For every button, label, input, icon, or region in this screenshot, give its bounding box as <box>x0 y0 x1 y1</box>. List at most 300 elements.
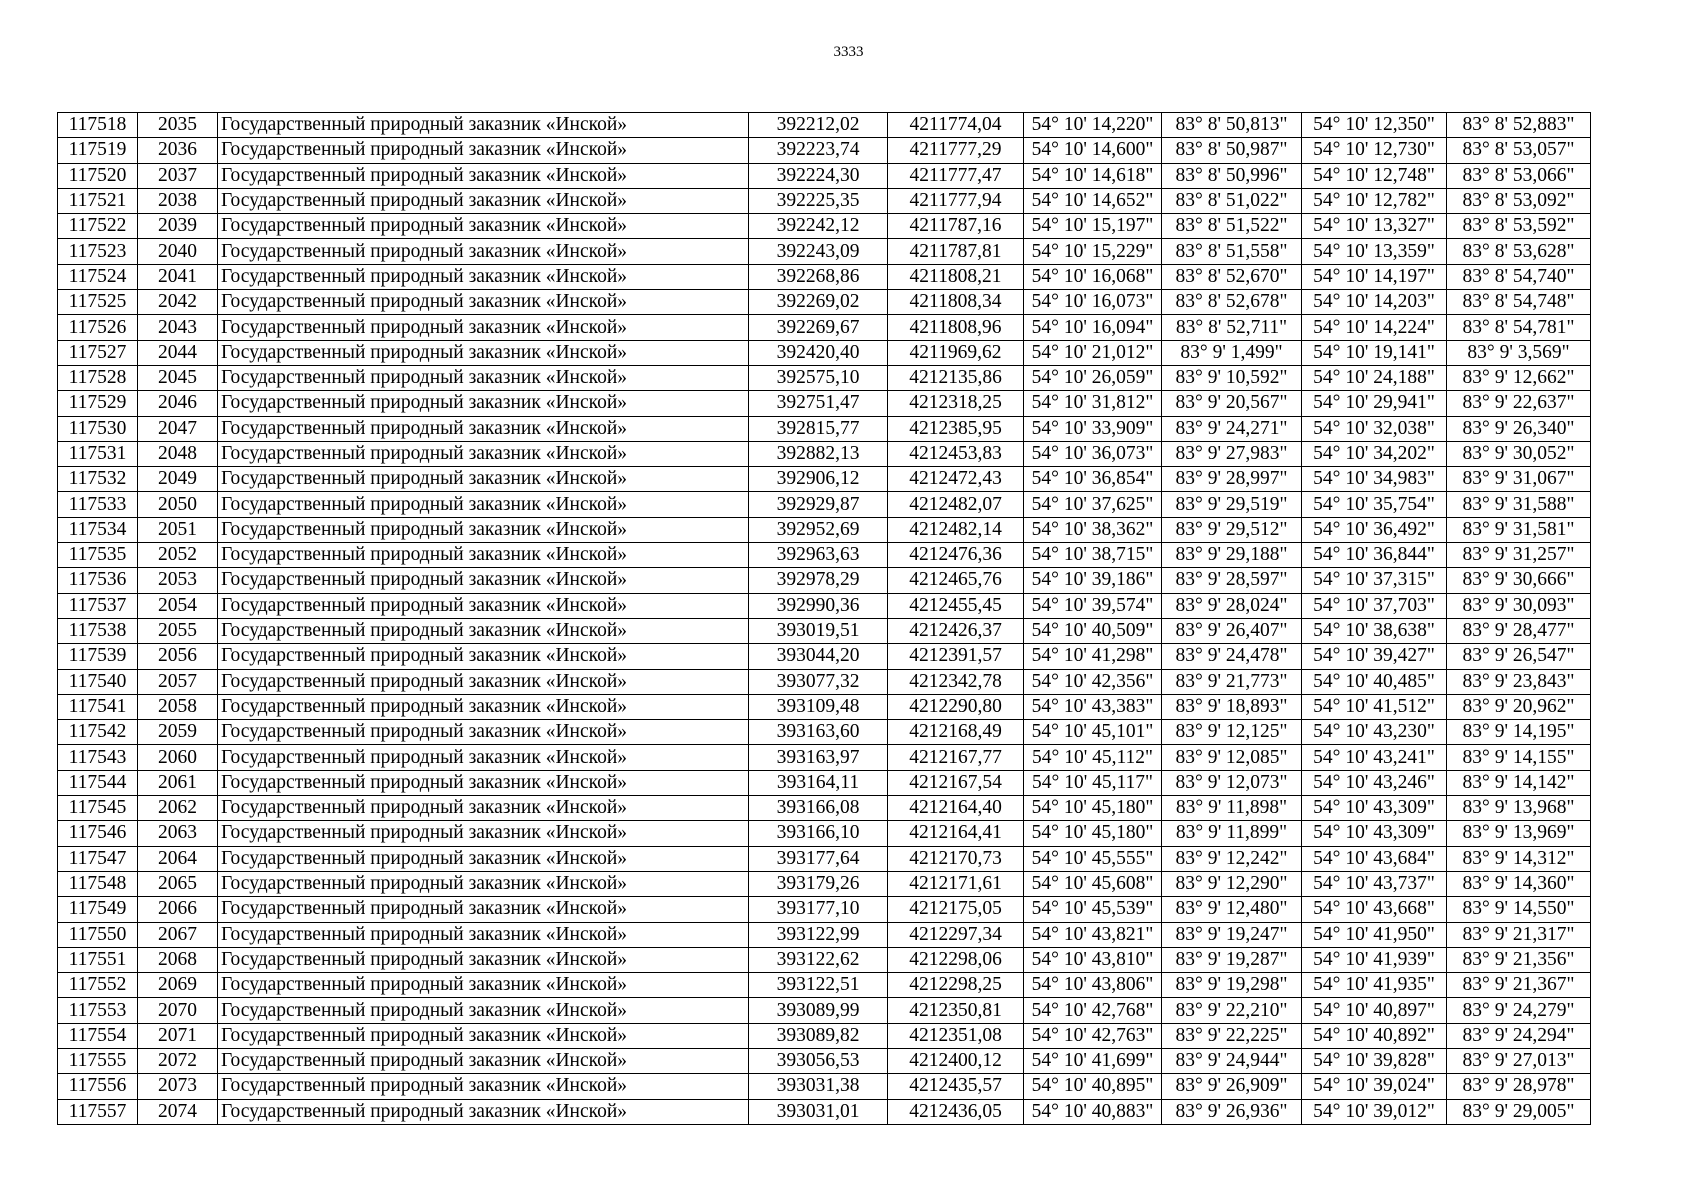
cell-coord-y: 4212168,49 <box>888 720 1024 745</box>
cell-coord-y: 4212455,45 <box>888 593 1024 618</box>
cell-lat-2: 54° 10' 43,737" <box>1302 871 1447 896</box>
cell-lat-2: 54° 10' 43,684" <box>1302 846 1447 871</box>
cell-lon-2: 83° 9' 20,962" <box>1447 694 1591 719</box>
table-row <box>58 871 1591 896</box>
cell-lat-1: 54° 10' 40,883" <box>1024 1099 1162 1124</box>
table-row <box>58 1099 1591 1124</box>
table-row <box>58 441 1591 466</box>
cell-coord-y: 4212164,41 <box>888 821 1024 846</box>
cell-lon-2: 83° 9' 29,005" <box>1447 1099 1591 1124</box>
cell-lon-1: 83° 9' 29,512" <box>1162 517 1302 542</box>
cell-lat-2: 54° 10' 14,203" <box>1302 290 1447 315</box>
cell-coord-y: 4212298,06 <box>888 947 1024 972</box>
cell-lon-1: 83° 9' 26,407" <box>1162 618 1302 643</box>
cell-lat-2: 54° 10' 39,024" <box>1302 1074 1447 1099</box>
cell-point-id: 117521 <box>58 188 138 213</box>
cell-coord-x: 393122,51 <box>749 973 888 998</box>
cell-coord-y: 4211777,94 <box>888 188 1024 213</box>
cell-lat-1: 54° 10' 38,715" <box>1024 543 1162 568</box>
cell-point-id: 117550 <box>58 922 138 947</box>
cell-area-name: Государственный природный заказник «Инской» <box>218 290 749 315</box>
cell-lat-1: 54° 10' 14,652" <box>1024 188 1162 213</box>
cell-point-number: 2061 <box>138 770 218 795</box>
cell-coord-y: 4211777,47 <box>888 163 1024 188</box>
cell-coord-x: 392990,36 <box>749 593 888 618</box>
cell-point-number: 2064 <box>138 846 218 871</box>
cell-lat-2: 54° 10' 39,828" <box>1302 1048 1447 1073</box>
cell-coord-x: 392815,77 <box>749 416 888 441</box>
table-row <box>58 492 1591 517</box>
cell-area-name: Государственный природный заказник «Инской» <box>218 492 749 517</box>
cell-lat-2: 54° 10' 43,230" <box>1302 720 1447 745</box>
cell-lon-2: 83° 9' 30,052" <box>1447 441 1591 466</box>
cell-area-name: Государственный природный заказник «Инской» <box>218 1099 749 1124</box>
cell-lat-2: 54° 10' 41,935" <box>1302 973 1447 998</box>
cell-point-number: 2040 <box>138 239 218 264</box>
cell-lon-2: 83° 9' 26,340" <box>1447 416 1591 441</box>
table-row <box>58 416 1591 441</box>
cell-coord-y: 4211774,04 <box>888 113 1024 138</box>
table-row <box>58 290 1591 315</box>
table-row <box>58 745 1591 770</box>
cell-lon-2: 83° 9' 14,195" <box>1447 720 1591 745</box>
cell-point-number: 2037 <box>138 163 218 188</box>
cell-coord-x: 392269,67 <box>749 315 888 340</box>
table-row <box>58 239 1591 264</box>
cell-lat-1: 54° 10' 43,821" <box>1024 922 1162 947</box>
cell-coord-x: 393077,32 <box>749 669 888 694</box>
cell-lon-1: 83° 9' 19,298" <box>1162 973 1302 998</box>
cell-point-id: 117531 <box>58 441 138 466</box>
cell-point-id: 117520 <box>58 163 138 188</box>
cell-lat-1: 54° 10' 39,574" <box>1024 593 1162 618</box>
cell-lon-1: 83° 9' 12,085" <box>1162 745 1302 770</box>
table-row <box>58 694 1591 719</box>
cell-lat-1: 54° 10' 43,806" <box>1024 973 1162 998</box>
cell-lat-1: 54° 10' 45,555" <box>1024 846 1162 871</box>
cell-coord-y: 4211808,21 <box>888 264 1024 289</box>
cell-lon-2: 83° 9' 14,360" <box>1447 871 1591 896</box>
cell-point-id: 117555 <box>58 1048 138 1073</box>
cell-lat-2: 54° 10' 32,038" <box>1302 416 1447 441</box>
cell-lon-2: 83° 9' 14,142" <box>1447 770 1591 795</box>
table-row <box>58 947 1591 972</box>
cell-lon-2: 83° 9' 14,312" <box>1447 846 1591 871</box>
cell-coord-y: 4212135,86 <box>888 365 1024 390</box>
cell-coord-y: 4212164,40 <box>888 796 1024 821</box>
cell-lat-2: 54° 10' 37,703" <box>1302 593 1447 618</box>
cell-lon-1: 83° 9' 19,287" <box>1162 947 1302 972</box>
cell-lon-1: 83° 9' 29,188" <box>1162 543 1302 568</box>
coordinates-table <box>57 112 1591 1125</box>
cell-coord-x: 393089,99 <box>749 998 888 1023</box>
cell-coord-x: 392223,74 <box>749 138 888 163</box>
cell-lat-2: 54° 10' 38,638" <box>1302 618 1447 643</box>
cell-coord-y: 4212318,25 <box>888 391 1024 416</box>
cell-lat-2: 54° 10' 13,359" <box>1302 239 1447 264</box>
cell-lon-2: 83° 8' 53,066" <box>1447 163 1591 188</box>
cell-coord-x: 393177,10 <box>749 897 888 922</box>
cell-coord-x: 393044,20 <box>749 644 888 669</box>
table-row <box>58 188 1591 213</box>
cell-area-name: Государственный природный заказник «Инской» <box>218 188 749 213</box>
cell-point-id: 117525 <box>58 290 138 315</box>
cell-lat-1: 54° 10' 36,073" <box>1024 441 1162 466</box>
cell-point-number: 2052 <box>138 543 218 568</box>
cell-area-name: Государственный природный заказник «Инской» <box>218 846 749 871</box>
cell-point-number: 2042 <box>138 290 218 315</box>
cell-lat-2: 54° 10' 29,941" <box>1302 391 1447 416</box>
cell-coord-x: 392929,87 <box>749 492 888 517</box>
cell-point-id: 117553 <box>58 998 138 1023</box>
cell-lat-1: 54° 10' 37,625" <box>1024 492 1162 517</box>
cell-coord-x: 393122,62 <box>749 947 888 972</box>
cell-lat-2: 54° 10' 40,897" <box>1302 998 1447 1023</box>
cell-area-name: Государственный природный заказник «Инской» <box>218 644 749 669</box>
cell-point-number: 2067 <box>138 922 218 947</box>
cell-area-name: Государственный природный заказник «Инской» <box>218 973 749 998</box>
cell-coord-x: 393179,26 <box>749 871 888 896</box>
cell-area-name: Государственный природный заказник «Инской» <box>218 340 749 365</box>
table-row <box>58 796 1591 821</box>
cell-point-id: 117557 <box>58 1099 138 1124</box>
cell-point-number: 2039 <box>138 214 218 239</box>
cell-area-name: Государственный природный заказник «Инской» <box>218 416 749 441</box>
cell-lon-2: 83° 9' 24,294" <box>1447 1023 1591 1048</box>
cell-area-name: Государственный природный заказник «Инской» <box>218 720 749 745</box>
cell-lon-1: 83° 9' 24,944" <box>1162 1048 1302 1073</box>
cell-lon-1: 83° 9' 18,893" <box>1162 694 1302 719</box>
cell-area-name: Государственный природный заказник «Инской» <box>218 239 749 264</box>
cell-point-number: 2074 <box>138 1099 218 1124</box>
cell-lat-2: 54° 10' 12,748" <box>1302 163 1447 188</box>
cell-lat-1: 54° 10' 45,180" <box>1024 796 1162 821</box>
table-row <box>58 644 1591 669</box>
cell-point-id: 117523 <box>58 239 138 264</box>
cell-area-name: Государственный природный заказник «Инской» <box>218 1023 749 1048</box>
cell-area-name: Государственный природный заказник «Инской» <box>218 871 749 896</box>
cell-area-name: Государственный природный заказник «Инской» <box>218 467 749 492</box>
cell-point-id: 117535 <box>58 543 138 568</box>
cell-point-id: 117538 <box>58 618 138 643</box>
cell-point-id: 117528 <box>58 365 138 390</box>
cell-lon-2: 83° 9' 13,968" <box>1447 796 1591 821</box>
cell-point-number: 2036 <box>138 138 218 163</box>
cell-point-number: 2060 <box>138 745 218 770</box>
cell-lat-1: 54° 10' 16,073" <box>1024 290 1162 315</box>
cell-point-number: 2038 <box>138 188 218 213</box>
cell-coord-y: 4212385,95 <box>888 416 1024 441</box>
cell-lat-1: 54° 10' 26,059" <box>1024 365 1162 390</box>
cell-lon-2: 83° 9' 28,477" <box>1447 618 1591 643</box>
cell-lat-1: 54° 10' 39,186" <box>1024 568 1162 593</box>
cell-lon-2: 83° 8' 52,883" <box>1447 113 1591 138</box>
cell-point-id: 117534 <box>58 517 138 542</box>
cell-point-number: 2044 <box>138 340 218 365</box>
cell-lat-1: 54° 10' 42,356" <box>1024 669 1162 694</box>
cell-coord-x: 392225,35 <box>749 188 888 213</box>
cell-lon-2: 83° 9' 22,637" <box>1447 391 1591 416</box>
cell-point-id: 117519 <box>58 138 138 163</box>
cell-coord-y: 4212351,08 <box>888 1023 1024 1048</box>
cell-lat-1: 54° 10' 14,600" <box>1024 138 1162 163</box>
cell-lat-1: 54° 10' 40,509" <box>1024 618 1162 643</box>
cell-area-name: Государственный природный заказник «Инской» <box>218 618 749 643</box>
table-row <box>58 214 1591 239</box>
cell-lon-1: 83° 9' 26,936" <box>1162 1099 1302 1124</box>
cell-coord-x: 392269,02 <box>749 290 888 315</box>
cell-coord-x: 393019,51 <box>749 618 888 643</box>
cell-lat-2: 54° 10' 43,309" <box>1302 821 1447 846</box>
table-row <box>58 264 1591 289</box>
cell-lon-1: 83° 8' 52,670" <box>1162 264 1302 289</box>
cell-coord-x: 393164,11 <box>749 770 888 795</box>
cell-point-number: 2062 <box>138 796 218 821</box>
cell-point-number: 2065 <box>138 871 218 896</box>
table-row <box>58 138 1591 163</box>
cell-coord-x: 392882,13 <box>749 441 888 466</box>
cell-lat-2: 54° 10' 35,754" <box>1302 492 1447 517</box>
cell-point-number: 2041 <box>138 264 218 289</box>
cell-coord-y: 4212350,81 <box>888 998 1024 1023</box>
cell-lon-2: 83° 9' 12,662" <box>1447 365 1591 390</box>
cell-lat-2: 54° 10' 39,427" <box>1302 644 1447 669</box>
cell-lon-2: 83° 9' 13,969" <box>1447 821 1591 846</box>
cell-point-id: 117547 <box>58 846 138 871</box>
cell-lon-1: 83° 9' 24,271" <box>1162 416 1302 441</box>
cell-lon-2: 83° 9' 31,581" <box>1447 517 1591 542</box>
cell-point-number: 2053 <box>138 568 218 593</box>
cell-point-number: 2057 <box>138 669 218 694</box>
cell-coord-y: 4212465,76 <box>888 568 1024 593</box>
cell-point-number: 2069 <box>138 973 218 998</box>
table-row <box>58 897 1591 922</box>
cell-coord-y: 4212170,73 <box>888 846 1024 871</box>
table-row <box>58 973 1591 998</box>
cell-coord-y: 4212391,57 <box>888 644 1024 669</box>
cell-lon-2: 83° 9' 3,569" <box>1447 340 1591 365</box>
cell-area-name: Государственный природный заказник «Инской» <box>218 113 749 138</box>
cell-lat-2: 54° 10' 43,246" <box>1302 770 1447 795</box>
cell-coord-y: 4212167,54 <box>888 770 1024 795</box>
cell-lat-1: 54° 10' 45,608" <box>1024 871 1162 896</box>
cell-coord-y: 4212453,83 <box>888 441 1024 466</box>
cell-lon-2: 83° 9' 30,666" <box>1447 568 1591 593</box>
cell-lat-2: 54° 10' 34,983" <box>1302 467 1447 492</box>
cell-point-id: 117527 <box>58 340 138 365</box>
cell-coord-y: 4211808,96 <box>888 315 1024 340</box>
cell-area-name: Государственный природный заказник «Инской» <box>218 1048 749 1073</box>
cell-lat-1: 54° 10' 45,117" <box>1024 770 1162 795</box>
cell-lat-1: 54° 10' 42,763" <box>1024 1023 1162 1048</box>
cell-area-name: Государственный природный заказник «Инской» <box>218 568 749 593</box>
cell-lon-1: 83° 9' 28,024" <box>1162 593 1302 618</box>
cell-coord-x: 393056,53 <box>749 1048 888 1073</box>
cell-lon-2: 83° 9' 14,155" <box>1447 745 1591 770</box>
cell-lat-1: 54° 10' 45,180" <box>1024 821 1162 846</box>
cell-coord-y: 4212482,14 <box>888 517 1024 542</box>
table-row <box>58 618 1591 643</box>
cell-coord-x: 392268,86 <box>749 264 888 289</box>
cell-lat-2: 54° 10' 13,327" <box>1302 214 1447 239</box>
cell-area-name: Государственный природный заказник «Инской» <box>218 441 749 466</box>
cell-lon-1: 83° 9' 22,210" <box>1162 998 1302 1023</box>
cell-coord-x: 393166,08 <box>749 796 888 821</box>
cell-point-id: 117541 <box>58 694 138 719</box>
cell-area-name: Государственный природный заказник «Инской» <box>218 821 749 846</box>
cell-point-number: 2051 <box>138 517 218 542</box>
page-number: 3333 <box>833 44 864 60</box>
cell-lat-2: 54° 10' 37,315" <box>1302 568 1447 593</box>
cell-lon-1: 83° 9' 10,592" <box>1162 365 1302 390</box>
cell-coord-x: 392952,69 <box>749 517 888 542</box>
cell-lon-2: 83° 8' 53,628" <box>1447 239 1591 264</box>
cell-coord-y: 4212298,25 <box>888 973 1024 998</box>
cell-point-id: 117518 <box>58 113 138 138</box>
cell-coord-x: 392224,30 <box>749 163 888 188</box>
cell-point-id: 117554 <box>58 1023 138 1048</box>
cell-area-name: Государственный природный заказник «Инской» <box>218 214 749 239</box>
cell-lon-2: 83° 9' 21,367" <box>1447 973 1591 998</box>
table-row <box>58 543 1591 568</box>
cell-lon-1: 83° 9' 11,898" <box>1162 796 1302 821</box>
cell-lon-2: 83° 8' 53,092" <box>1447 188 1591 213</box>
cell-point-number: 2049 <box>138 467 218 492</box>
cell-lon-2: 83° 9' 24,279" <box>1447 998 1591 1023</box>
cell-lat-2: 54° 10' 41,939" <box>1302 947 1447 972</box>
cell-lat-1: 54° 10' 33,909" <box>1024 416 1162 441</box>
cell-coord-x: 392242,12 <box>749 214 888 239</box>
cell-lon-2: 83° 9' 21,317" <box>1447 922 1591 947</box>
cell-lon-1: 83° 9' 19,247" <box>1162 922 1302 947</box>
cell-point-id: 117556 <box>58 1074 138 1099</box>
cell-point-number: 2054 <box>138 593 218 618</box>
cell-point-id: 117540 <box>58 669 138 694</box>
cell-coord-x: 392243,09 <box>749 239 888 264</box>
cell-point-id: 117542 <box>58 720 138 745</box>
cell-lon-2: 83° 9' 21,356" <box>1447 947 1591 972</box>
cell-lon-1: 83° 9' 12,125" <box>1162 720 1302 745</box>
cell-point-number: 2070 <box>138 998 218 1023</box>
cell-point-id: 117539 <box>58 644 138 669</box>
cell-lon-1: 83° 9' 21,773" <box>1162 669 1302 694</box>
cell-lat-2: 54° 10' 43,241" <box>1302 745 1447 770</box>
table-row <box>58 340 1591 365</box>
cell-point-number: 2071 <box>138 1023 218 1048</box>
cell-point-number: 2055 <box>138 618 218 643</box>
cell-lon-2: 83° 9' 31,257" <box>1447 543 1591 568</box>
cell-lat-1: 54° 10' 41,298" <box>1024 644 1162 669</box>
cell-lon-2: 83° 9' 23,843" <box>1447 669 1591 694</box>
cell-point-number: 2068 <box>138 947 218 972</box>
cell-coord-y: 4211969,62 <box>888 340 1024 365</box>
cell-lat-2: 54° 10' 39,012" <box>1302 1099 1447 1124</box>
table-row <box>58 163 1591 188</box>
cell-lat-1: 54° 10' 38,362" <box>1024 517 1162 542</box>
cell-coord-y: 4212482,07 <box>888 492 1024 517</box>
cell-coord-x: 393163,97 <box>749 745 888 770</box>
cell-lon-1: 83° 8' 50,996" <box>1162 163 1302 188</box>
cell-area-name: Государственный природный заказник «Инской» <box>218 897 749 922</box>
cell-coord-x: 393031,38 <box>749 1074 888 1099</box>
cell-coord-y: 4212436,05 <box>888 1099 1024 1124</box>
cell-coord-x: 393109,48 <box>749 694 888 719</box>
cell-lon-1: 83° 9' 29,519" <box>1162 492 1302 517</box>
cell-point-id: 117529 <box>58 391 138 416</box>
cell-area-name: Государственный природный заказник «Инской» <box>218 770 749 795</box>
cell-lon-1: 83° 9' 24,478" <box>1162 644 1302 669</box>
cell-point-number: 2072 <box>138 1048 218 1073</box>
cell-lon-2: 83° 9' 30,093" <box>1447 593 1591 618</box>
cell-lon-2: 83° 8' 53,592" <box>1447 214 1591 239</box>
cell-lon-2: 83° 9' 31,067" <box>1447 467 1591 492</box>
cell-lon-1: 83° 9' 1,499" <box>1162 340 1302 365</box>
cell-lat-2: 54° 10' 40,485" <box>1302 669 1447 694</box>
cell-lon-1: 83° 9' 20,567" <box>1162 391 1302 416</box>
cell-coord-x: 393163,60 <box>749 720 888 745</box>
table-row <box>58 315 1591 340</box>
cell-point-id: 117548 <box>58 871 138 896</box>
cell-lon-1: 83° 8' 50,987" <box>1162 138 1302 163</box>
cell-point-id: 117522 <box>58 214 138 239</box>
cell-area-name: Государственный природный заказник «Инской» <box>218 669 749 694</box>
cell-lat-1: 54° 10' 14,220" <box>1024 113 1162 138</box>
cell-point-id: 117532 <box>58 467 138 492</box>
table-row <box>58 821 1591 846</box>
cell-point-number: 2048 <box>138 441 218 466</box>
cell-point-id: 117530 <box>58 416 138 441</box>
cell-area-name: Государственный природный заказник «Инской» <box>218 796 749 821</box>
cell-area-name: Государственный природный заказник «Инской» <box>218 947 749 972</box>
cell-coord-y: 4212426,37 <box>888 618 1024 643</box>
cell-lon-1: 83° 8' 52,711" <box>1162 315 1302 340</box>
cell-point-number: 2043 <box>138 315 218 340</box>
cell-lat-2: 54° 10' 36,844" <box>1302 543 1447 568</box>
cell-area-name: Государственный природный заказник «Инской» <box>218 391 749 416</box>
cell-area-name: Государственный природный заказник «Инской» <box>218 138 749 163</box>
cell-lat-2: 54° 10' 14,197" <box>1302 264 1447 289</box>
cell-point-id: 117543 <box>58 745 138 770</box>
cell-coord-x: 393089,82 <box>749 1023 888 1048</box>
cell-lat-2: 54° 10' 41,512" <box>1302 694 1447 719</box>
cell-lon-1: 83° 8' 52,678" <box>1162 290 1302 315</box>
cell-coord-y: 4212476,36 <box>888 543 1024 568</box>
cell-point-number: 2035 <box>138 113 218 138</box>
cell-coord-y: 4212290,80 <box>888 694 1024 719</box>
cell-area-name: Государственный природный заказник «Инской» <box>218 1074 749 1099</box>
table-row <box>58 770 1591 795</box>
cell-lat-1: 54° 10' 41,699" <box>1024 1048 1162 1073</box>
cell-lon-1: 83° 9' 27,983" <box>1162 441 1302 466</box>
cell-lat-1: 54° 10' 15,197" <box>1024 214 1162 239</box>
cell-point-id: 117524 <box>58 264 138 289</box>
cell-lon-1: 83° 9' 12,290" <box>1162 871 1302 896</box>
cell-coord-y: 4212167,77 <box>888 745 1024 770</box>
table-row <box>58 391 1591 416</box>
cell-coord-x: 392420,40 <box>749 340 888 365</box>
cell-coord-x: 392751,47 <box>749 391 888 416</box>
cell-lon-1: 83° 9' 22,225" <box>1162 1023 1302 1048</box>
cell-point-number: 2056 <box>138 644 218 669</box>
cell-coord-x: 392575,10 <box>749 365 888 390</box>
cell-point-number: 2073 <box>138 1074 218 1099</box>
cell-lat-1: 54° 10' 21,012" <box>1024 340 1162 365</box>
cell-area-name: Государственный природный заказник «Инской» <box>218 543 749 568</box>
cell-lat-1: 54° 10' 15,229" <box>1024 239 1162 264</box>
cell-lat-1: 54° 10' 43,810" <box>1024 947 1162 972</box>
cell-lon-1: 83° 8' 51,522" <box>1162 214 1302 239</box>
cell-point-id: 117545 <box>58 796 138 821</box>
